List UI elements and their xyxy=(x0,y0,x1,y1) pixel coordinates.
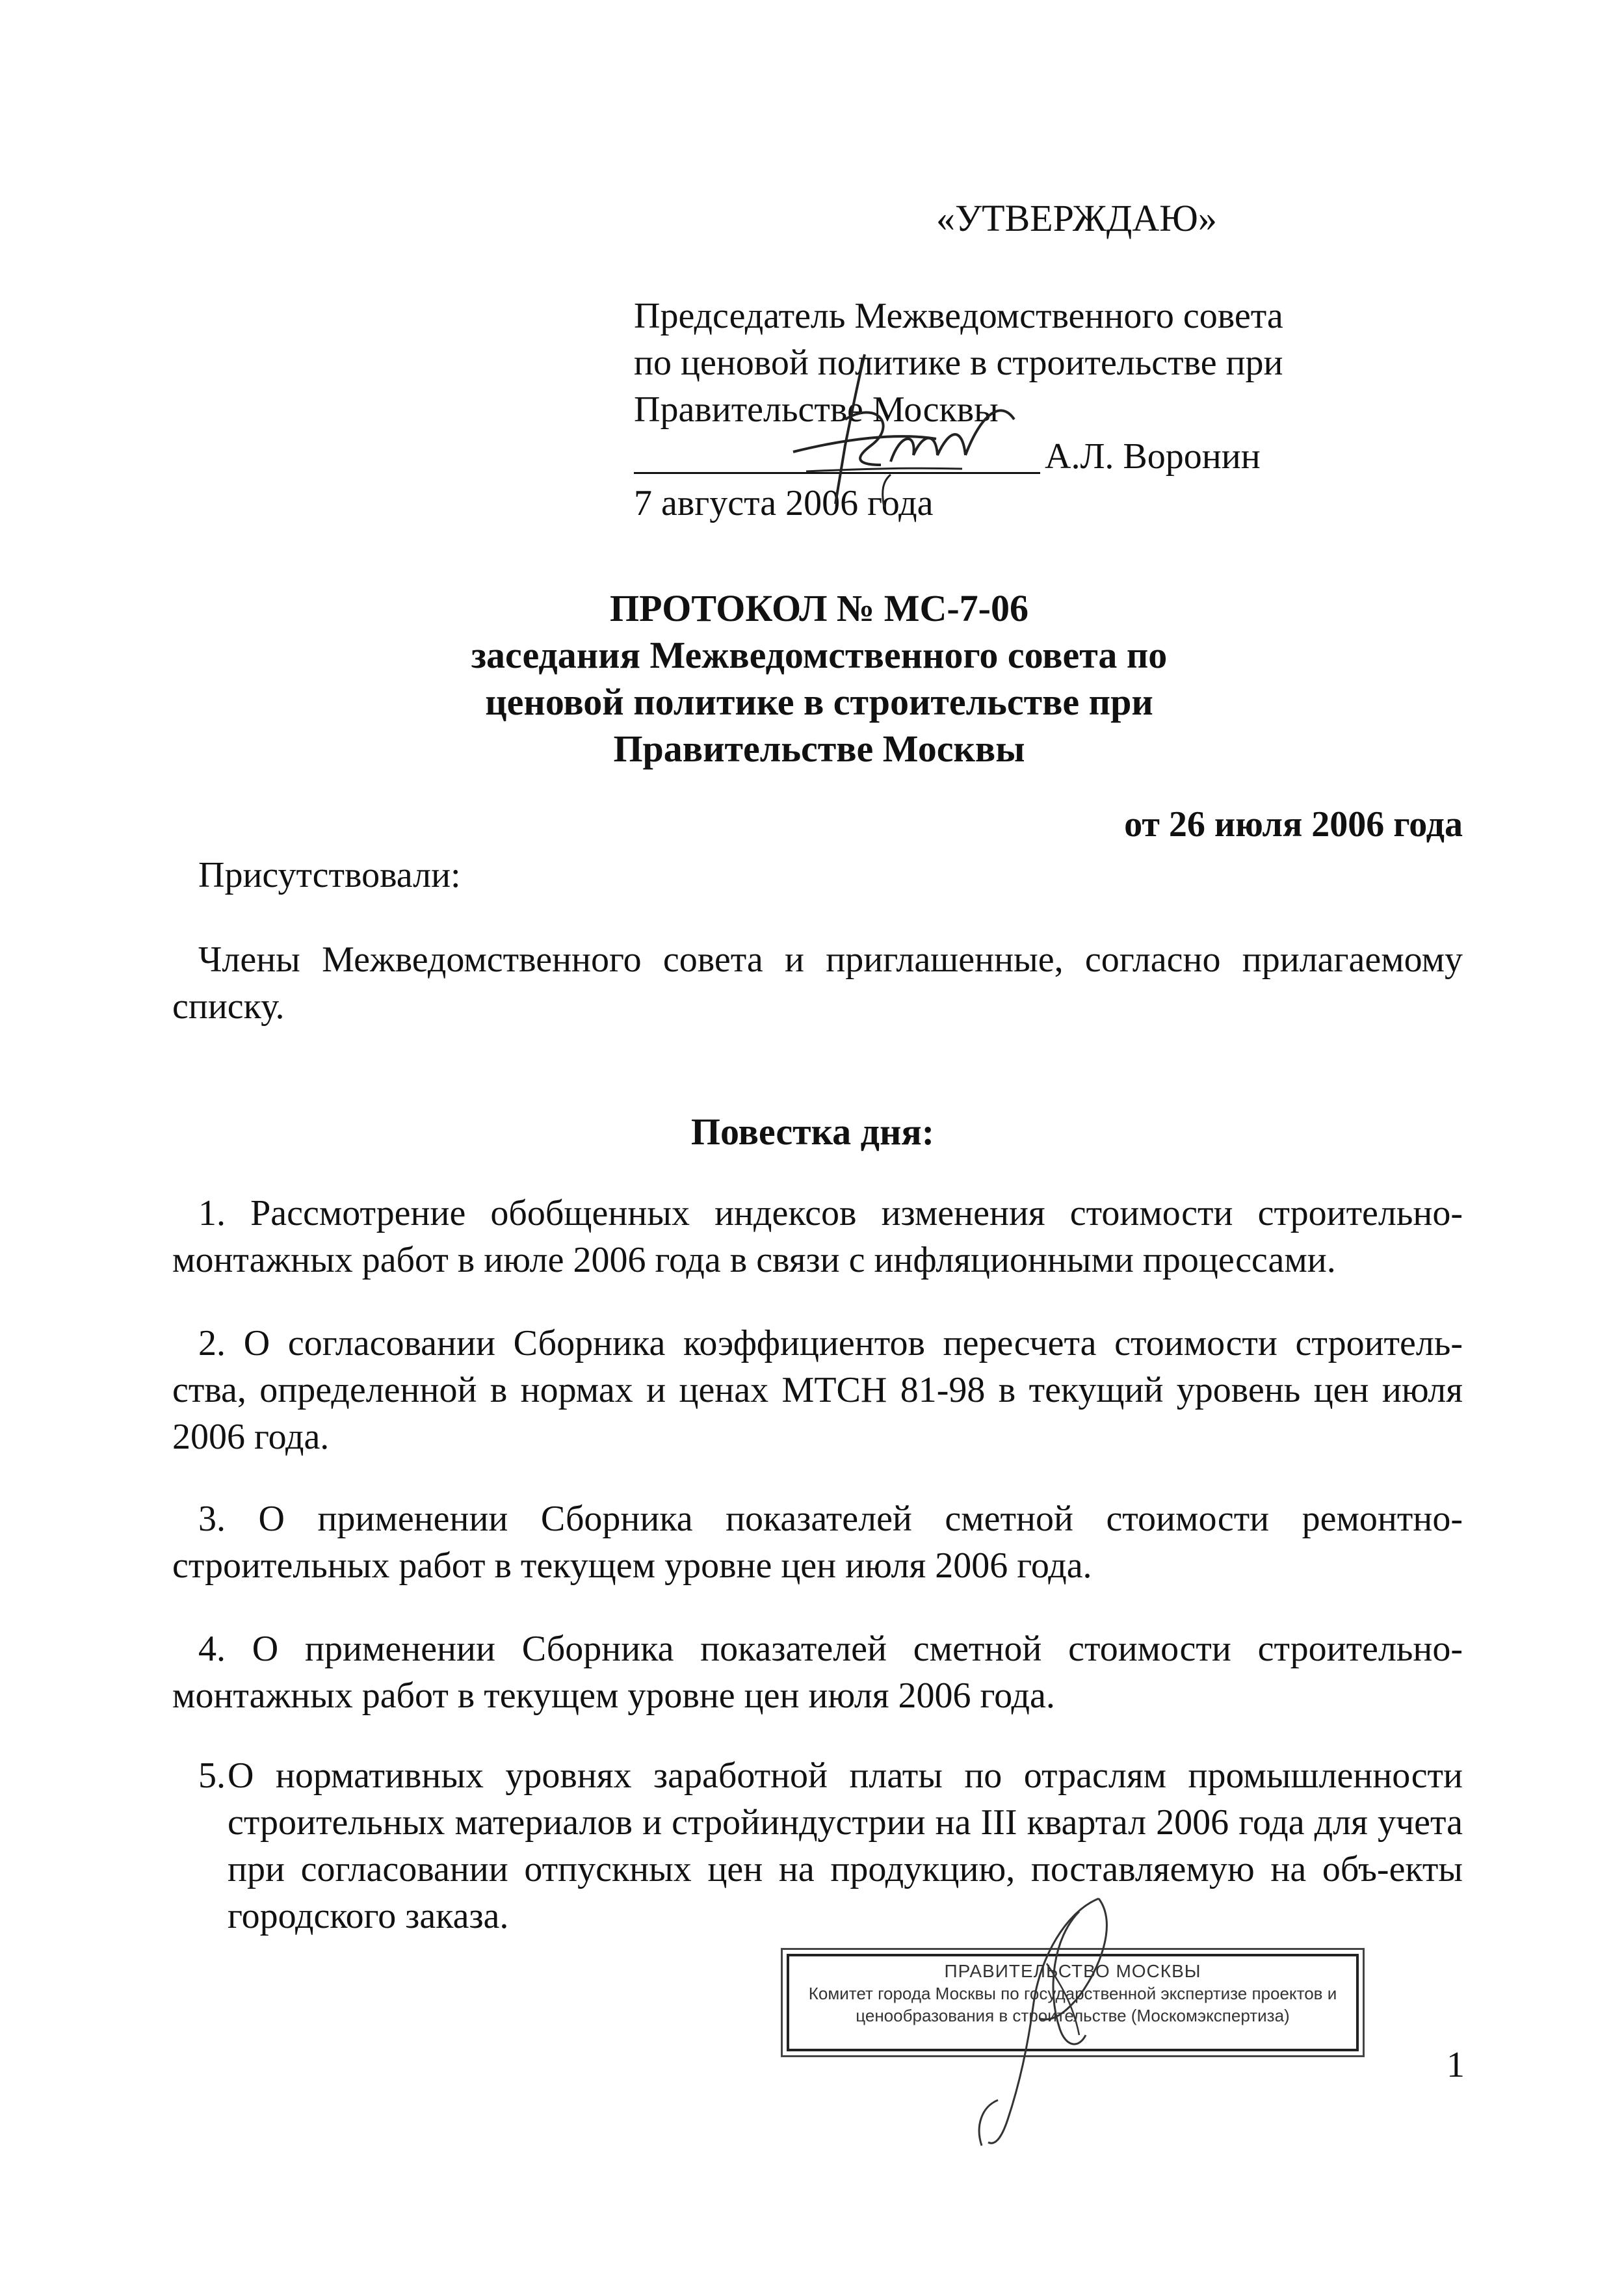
approver-position-line3: Правительстве Москвы xyxy=(634,389,999,430)
stamp-line2: Комитет города Москвы по государственной экспертизе проектов и xyxy=(808,1984,1337,2003)
stamp-signature xyxy=(884,1886,1157,2159)
members-paragraph: Члены Межведомственного совета и приглашенные, согласно прилагаемому списку. xyxy=(172,940,1463,1027)
agenda-item-text: О согласовании Сборника коэффициентов пересчета стоимости строитель-ства, определенной в нормах и ценах МТСН 81-98 в текущий уровень цен июля 2006 года. xyxy=(172,1323,1463,1457)
approver-signature xyxy=(767,341,1040,517)
agenda-item-number: 4. xyxy=(198,1629,226,1669)
agenda-item xyxy=(172,1190,1463,1283)
protocol-subtitle-line2: ценовой политике в строительстве при xyxy=(485,681,1153,723)
protocol-subtitle-line1: заседания Межведомственного совета по xyxy=(471,634,1168,676)
page-number: 1 xyxy=(1447,2045,1465,2085)
agenda-item-number: 3. xyxy=(198,1499,226,1539)
members-text xyxy=(172,936,1463,1030)
agenda-item-number: 1. xyxy=(198,1193,226,1233)
agenda-item xyxy=(172,1625,1463,1719)
approver-position-line2: по ценовой политике в строительстве при xyxy=(634,343,1283,383)
approver-position-line1: Председатель Межведомственного совета xyxy=(634,296,1283,336)
approver-name: А.Л. Воронин xyxy=(1045,436,1261,477)
agenda-item-text: О применении Сборника показателей сметной стоимости строительно-монтажных работ в текущем уровне цен июля 2006 года. xyxy=(172,1629,1463,1716)
agenda-item xyxy=(172,1495,1463,1589)
stamp-line1: ПРАВИТЕЛЬСТВО МОСКВЫ xyxy=(944,1961,1201,1981)
agenda-item xyxy=(172,1752,1463,1940)
approval-date: 7 августа 2006 года xyxy=(634,483,934,523)
stamp-line3: ценообразования в строительстве (Москомэкспертиза) xyxy=(856,2006,1290,2025)
agenda-item xyxy=(172,1320,1463,1460)
agenda-item-text: О нормативных уровнях заработной платы по отраслям промышленности строительных материалов и стройиндустрии на III квартал 2006 года для учета при согласовании отпускных цен на продукцию, поставляемую на объ-екты городского заказа. xyxy=(228,1755,1463,1936)
protocol-title xyxy=(364,585,1274,772)
approval-label: «УТВЕРЖДАЮ» xyxy=(936,197,1217,239)
agenda-heading: Повестка дня: xyxy=(690,1111,935,1153)
agenda-item-text: Рассмотрение обобщенных индексов изменения стоимости строительно-монтажных работ в июле 2006 года в связи с инфляционными процессами. xyxy=(172,1193,1463,1280)
agenda-item-text: О применении Сборника показателей сметной стоимости ремонтно-строительных работ в текущем уровне цен июля 2006 года. xyxy=(172,1499,1463,1586)
attended-label: Присутствовали: xyxy=(198,855,461,895)
meeting-date: от 26 июля 2006 года xyxy=(1124,804,1463,845)
protocol-number: ПРОТОКОЛ № МС-7-06 xyxy=(610,587,1028,629)
agenda-item-number: 2. xyxy=(198,1323,226,1363)
protocol-subtitle-line3: Правительстве Москвы xyxy=(613,728,1025,770)
agenda-item-number: 5. xyxy=(198,1755,226,1796)
